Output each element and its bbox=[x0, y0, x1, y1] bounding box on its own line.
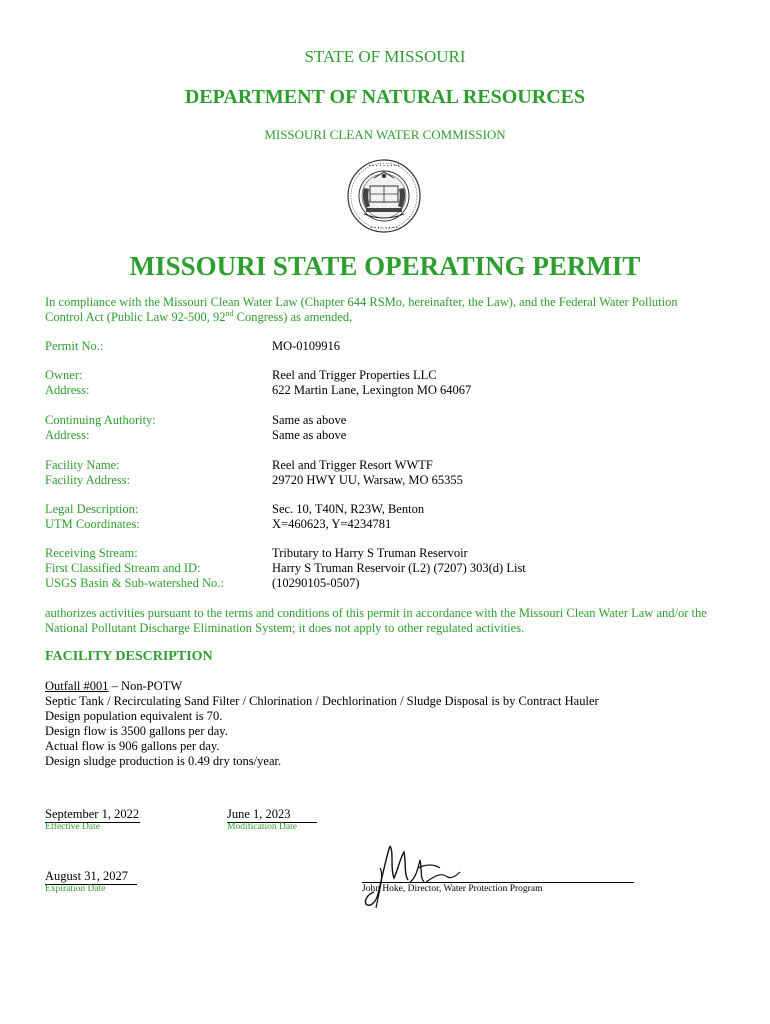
usgs-basin-value: (10290105-0507) bbox=[272, 576, 360, 590]
first-classified-value: Harry S Truman Reservoir (L2) (7207) 303(d) List bbox=[272, 561, 526, 575]
modification-date-value: June 1, 2023 bbox=[227, 807, 317, 823]
continuing-authority-value: Same as above bbox=[272, 413, 347, 427]
intro-line-1: In compliance with the Missouri Clean Water Law (Chapter 644 RSMo, hereinafter, the Law), and the Federal Water Pollution bbox=[45, 295, 678, 309]
outfall-id: Outfall #001 bbox=[45, 679, 109, 693]
facility-name-value: Reel and Trigger Resort WWTF bbox=[272, 458, 433, 472]
description-line: Septic Tank / Recirculating Sand Filter / Chlorination / Dechlorination / Sludge Disposal is by Contract Hauler bbox=[45, 694, 599, 708]
svg-text:• • • • • • • •: • • • • • • • • bbox=[370, 225, 398, 230]
utm-label: UTM Coordinates: bbox=[45, 517, 140, 531]
continuing-authority-label: Continuing Authority: bbox=[45, 413, 156, 427]
state-seal-icon bbox=[346, 158, 422, 234]
department-heading: DEPARTMENT OF NATURAL RESOURCES bbox=[184, 86, 586, 108]
authorization-paragraph bbox=[45, 606, 735, 636]
description-line: Design sludge production is 0.49 dry tons/year. bbox=[45, 754, 282, 768]
utm-value: X=460623, Y=4234781 bbox=[272, 517, 392, 531]
owner-address-value: 622 Martin Lane, Lexington MO 64067 bbox=[272, 383, 472, 397]
ca-address-label: Address: bbox=[45, 428, 90, 442]
facility-description-heading: FACILITY DESCRIPTION bbox=[45, 649, 213, 664]
facility-description-body bbox=[45, 679, 735, 769]
expiration-date-caption: Expiration Date bbox=[45, 884, 106, 894]
receiving-stream-value: Tributary to Harry S Truman Reservoir bbox=[272, 546, 468, 560]
owner-address-label: Address: bbox=[45, 383, 90, 397]
permit-no-label: Permit No.: bbox=[45, 339, 104, 353]
state-heading: STATE OF MISSOURI bbox=[304, 47, 466, 66]
legal-description-value: Sec. 10, T40N, R23W, Benton bbox=[272, 502, 425, 516]
first-classified-label: First Classified Stream and ID: bbox=[45, 561, 201, 575]
outfall-line: Outfall #001 – Non-POTW bbox=[45, 679, 183, 693]
description-line: Design flow is 3500 gallons per day. bbox=[45, 724, 228, 738]
ca-address-value: Same as above bbox=[272, 428, 347, 442]
owner-value: Reel and Trigger Properties LLC bbox=[272, 368, 437, 382]
owner-label: Owner: bbox=[45, 368, 83, 382]
commission-heading: MISSOURI CLEAN WATER COMMISSION bbox=[264, 127, 506, 142]
intro-superscript: nd bbox=[225, 308, 234, 318]
intro-line-2: Control Act (Public Law 92-500, 92nd Congress) as amended, bbox=[45, 308, 353, 324]
legal-description-label: Legal Description: bbox=[45, 502, 139, 516]
usgs-basin-label: USGS Basin & Sub-watershed No.: bbox=[45, 576, 224, 590]
permit-no-value: MO-0109916 bbox=[272, 339, 341, 353]
handwritten-signature-icon bbox=[360, 838, 470, 912]
permit-title: MISSOURI STATE OPERATING PERMIT bbox=[129, 251, 641, 281]
effective-date-caption: Effective Date bbox=[45, 822, 100, 832]
expiration-date-value: August 31, 2027 bbox=[45, 869, 137, 885]
facility-address-label: Facility Address: bbox=[45, 473, 131, 487]
description-line: Design population equivalent is 70. bbox=[45, 709, 223, 723]
authorize-line-2: National Pollutant Discharge Elimination System; it does not apply to other regulated activities. bbox=[45, 621, 525, 635]
facility-name-label: Facility Name: bbox=[45, 458, 120, 472]
authorize-line-1: authorizes activities pursuant to the terms and conditions of this permit in accordance with the Missouri Clean Water Law and/or the bbox=[45, 606, 707, 620]
facility-address-value: 29720 HWY UU, Warsaw, MO 65355 bbox=[272, 473, 463, 487]
effective-date-value: September 1, 2022 bbox=[45, 807, 140, 821]
receiving-stream-label: Receiving Stream: bbox=[45, 546, 138, 560]
intro-paragraph bbox=[45, 295, 735, 325]
signature-caption: John Hoke, Director, Water Protection Program bbox=[362, 884, 543, 894]
modification-date-caption: Modification Date bbox=[227, 822, 297, 832]
description-line: Actual flow is 906 gallons per day. bbox=[45, 739, 220, 753]
svg-text:• • • • • • • • •: • • • • • • • • • bbox=[368, 163, 400, 168]
